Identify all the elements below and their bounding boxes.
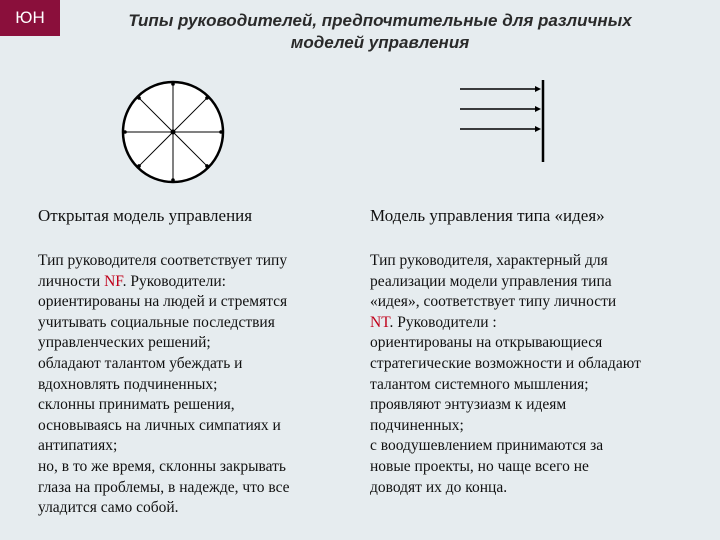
right-text-fragment: ориентированы на открывающиеся: [370, 334, 603, 352]
right-text-line: [370, 292, 641, 313]
right-text-fragment: доводят их до конца.: [370, 478, 508, 496]
left-text-line: [38, 395, 290, 416]
open-model-node: [219, 130, 223, 134]
right-text-fragment: реализации модели управления типа: [370, 272, 612, 290]
left-text-line: [38, 375, 290, 396]
idea-model-arrow-middle: [460, 106, 541, 112]
idea-model-arrow-top: [460, 86, 541, 92]
left-text-fragment: обладают талантом убеждать и: [38, 354, 243, 372]
open-model-node: [205, 96, 209, 100]
left-text-line: [38, 457, 290, 478]
left-text-fragment: вдохновлять подчиненных;: [38, 375, 218, 393]
right-text-line: [370, 251, 641, 272]
right-text-fragment: стратегические возможности и обладают: [370, 354, 641, 372]
page-title-line-1: Типы руководителей, предпочтительные для различных: [128, 11, 632, 30]
left-text-line: [38, 498, 290, 519]
right-column-heading: Модель управления типа «идея»: [370, 206, 605, 225]
left-text-fragment: управленческих решений;: [38, 334, 211, 352]
left-text-fragment: учитывать социальные последствия: [38, 313, 275, 331]
idea-model-diagram: [455, 78, 555, 166]
right-text-line: [370, 333, 641, 354]
section-badge: ЮН: [0, 0, 60, 36]
left-text-fragment: склонны принимать решения,: [38, 396, 235, 414]
right-text-line: [370, 395, 641, 416]
left-text-line: [38, 292, 290, 313]
right-text-fragment: с воодушевлением принимаются за: [370, 437, 604, 455]
left-text-line: [38, 354, 290, 375]
right-text-fragment: «идея», соответствует типу личности: [370, 293, 617, 311]
left-text-line: [38, 416, 290, 437]
right-text-fragment: новые проекты, но чаще всего не: [370, 457, 589, 475]
open-model-node: [123, 130, 127, 134]
page-title: [80, 10, 680, 54]
left-text-fragment: антипатиях;: [38, 437, 118, 455]
left-text-line: [38, 436, 290, 457]
right-text-fragment: . Руководители :: [389, 313, 497, 331]
open-model-node: [171, 82, 175, 86]
left-text-fragment: . Руководители:: [122, 272, 226, 290]
left-text-fragment: уладится само собой.: [38, 499, 179, 517]
right-text-line: [370, 375, 641, 396]
right-text-fragment: подчиненных;: [370, 416, 464, 434]
left-text-fragment: ориентированы на людей и стремятся: [38, 293, 288, 311]
right-text-line: [370, 478, 641, 499]
open-model-node: [137, 164, 141, 168]
right-text-line: [370, 436, 641, 457]
left-text-fragment: глаза на проблемы, в надежде, что все: [38, 478, 290, 496]
page-title-line-2: моделей управления: [290, 33, 470, 52]
left-text-fragment: личности: [38, 272, 105, 290]
right-text-fragment: Тип руководителя, характерный для: [370, 252, 608, 269]
open-model-node: [137, 96, 141, 100]
personality-type-highlight: NT: [370, 313, 390, 331]
open-model-node: [205, 164, 209, 168]
right-text-line: [370, 354, 641, 375]
personality-type-highlight: NF: [104, 272, 123, 290]
right-text-fragment: проявляют энтузиазм к идеям: [370, 396, 567, 414]
right-text-line: [370, 272, 641, 293]
left-column-heading: Открытая модель управления: [38, 206, 253, 225]
left-text-line: [38, 313, 290, 334]
left-text-line: [38, 478, 290, 499]
right-text-fragment: талантом системного мышления;: [370, 375, 589, 393]
left-column-text: [38, 251, 290, 519]
right-text-line: [370, 313, 641, 334]
open-model-diagram: [120, 79, 226, 185]
left-text-fragment: Тип руководителя соответствует типу: [38, 252, 288, 269]
idea-model-arrow-bottom: [460, 126, 541, 132]
open-model-center: [171, 130, 176, 135]
left-text-line: [38, 251, 290, 272]
open-model-node: [171, 178, 175, 182]
right-column-text: [370, 251, 641, 498]
right-text-line: [370, 416, 641, 437]
left-text-line: [38, 272, 290, 293]
right-text-line: [370, 457, 641, 478]
open-model-spokes: [123, 82, 223, 182]
left-text-fragment: основываясь на личных симпатиях и: [38, 416, 281, 434]
left-text-line: [38, 333, 290, 354]
left-text-fragment: но, в то же время, склонны закрывать: [38, 457, 286, 475]
